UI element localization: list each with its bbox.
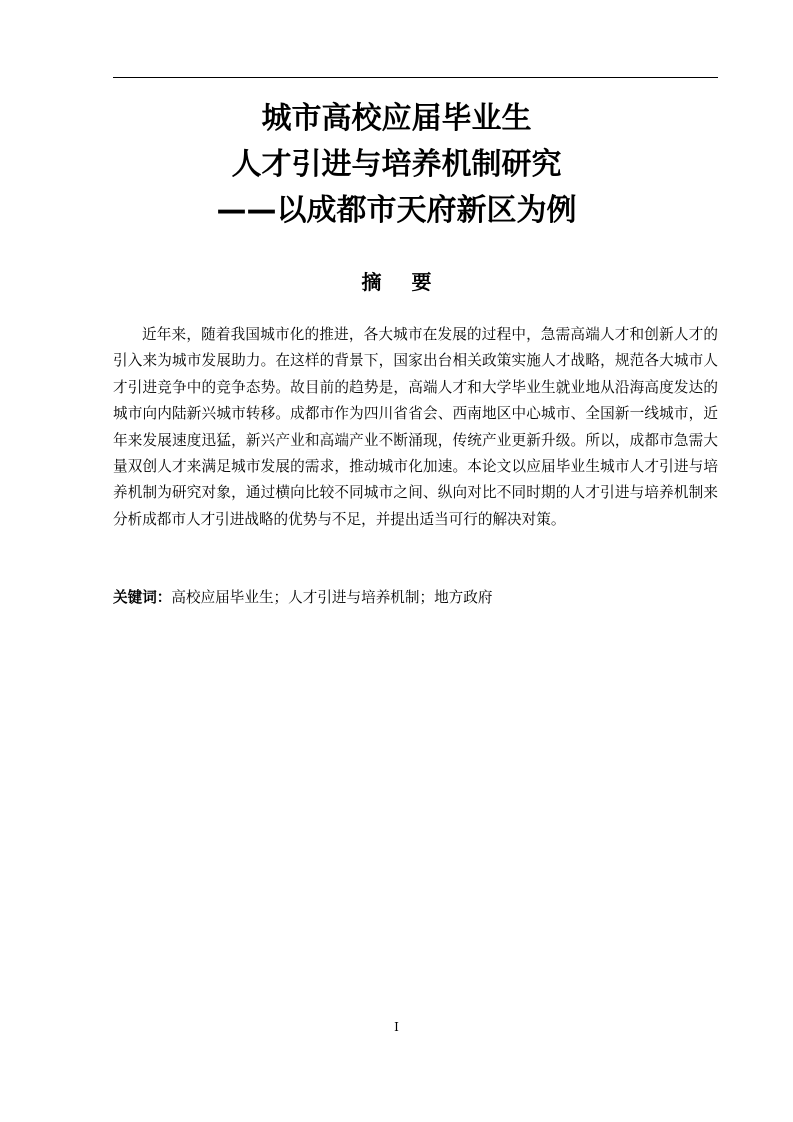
keywords-value: 高校应届毕业生；人才引进与培养机制；地方政府: [171, 589, 493, 606]
abstract-heading: 摘要: [361, 270, 462, 294]
page-number: I: [394, 1020, 399, 1034]
title-line-2: 人才引进与培养机制研究: [231, 147, 562, 182]
header-rule: [113, 77, 718, 78]
keywords-line: [113, 585, 718, 611]
title-line-3: ——以成都市天府新区为例: [216, 193, 577, 228]
title-line-1: 城市高校应届毕业生: [261, 101, 532, 136]
paper-title: [113, 96, 680, 234]
abstract-body: 近年来，随着我国城市化的推进，各大城市在发展的过程中，急需高端人才和创新人才的引入来为城市发展助力。在这样的背景下，国家出台相关政策实施人才战略，规范各大城市人才引进竞争中的竞争态势。故目前的趋势是，高端人才和大学毕业生就业地从沿海高度发达的城市向内陆新兴城市转移。成都市作为四川省省会、西南地区中心城市、全国新一线城市，近年来发展速度迅猛，新兴产业和高端产业不断涌现，传统产业更新升级。所以，成都市急需大量双创人才来满足城市发展的需求，推动城市化加速。本论文以应届毕业生城市人才引进与培养机制为研究对象，通过横向比较不同城市之间、纵向对比不同时期的人才引进与培养机制来分析成都市人才引进战略的优势与不足，并提出适当可行的解决对策。: [113, 326, 718, 528]
keywords-label: 关键词：: [113, 589, 172, 606]
